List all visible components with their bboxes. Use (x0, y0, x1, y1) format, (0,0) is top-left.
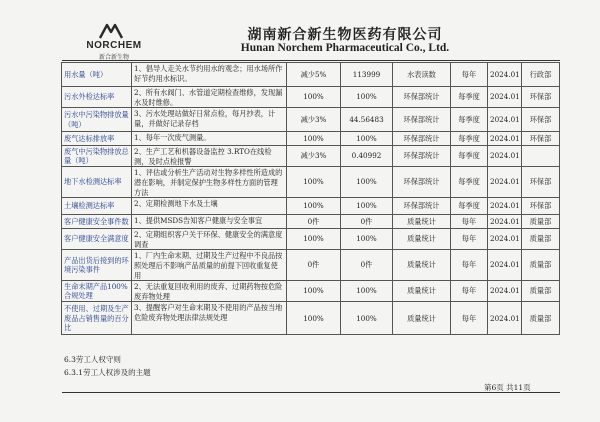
row-method: 环保部统计 (393, 87, 451, 108)
logo-text: NORCHEM (86, 40, 142, 51)
row-measure: 2、定期组织客户关于环保、健康安全的满意度调查 (132, 229, 287, 250)
row-target: 0件 (287, 250, 341, 281)
row-date: 2024.01 (488, 229, 522, 250)
row-method: 质量统计 (393, 215, 451, 229)
row-department: 质量部 (522, 281, 560, 302)
row-department: 环保部 (522, 167, 560, 198)
row-frequency: 每季度 (451, 167, 488, 198)
row-target: 100% (287, 132, 341, 146)
row-measure: 1、评估或分析生产活动对生物多样性所造成的潜在影响，并制定保护生物多样性方面的管理方法 (132, 167, 287, 198)
company-logo (64, 22, 160, 62)
row-method: 环保部统计 (393, 167, 451, 198)
row-frequency: 每年 (451, 281, 488, 302)
row-method: 质量统计 (393, 302, 451, 335)
row-measure: 2、定期检测地下水及土壤 (132, 198, 287, 215)
row-target: 100% (287, 281, 341, 302)
row-date: 2024.01 (488, 215, 522, 229)
row-indicator: 土壤检测达标率 (62, 198, 132, 215)
row-indicator: 客户健康安全满意度 (62, 229, 132, 250)
row-date: 2024.01 (488, 63, 522, 87)
row-indicator: 污水外检达标率 (62, 87, 132, 108)
row-actual: 0.40992 (341, 146, 393, 167)
row-date: 2024.01 (488, 108, 522, 132)
row-measure: 1、每年一次废气测量。 (132, 132, 287, 146)
row-measure: 3、提醒客户对生命末期及不使用的产品按当地危险废弃物处理法律法规处理 (132, 302, 287, 335)
row-actual: 100% (341, 132, 393, 146)
row-target: 100% (287, 87, 341, 108)
row-measure: 1、倡导人走关水节约用水的观念；用水场所作好节约用水标识。 (132, 63, 287, 87)
table-row (62, 302, 560, 335)
row-target: 减少3% (287, 108, 341, 132)
row-indicator: 地下水检测达标率 (62, 167, 132, 198)
row-method: 环保部统计 (393, 198, 451, 215)
row-target: 减少5% (287, 63, 341, 87)
row-target: 减少3% (287, 146, 341, 167)
row-actual: 100% (341, 302, 393, 335)
row-date: 2024.01 (488, 167, 522, 198)
row-target: 0件 (287, 215, 341, 229)
row-actual: 44.56483 (341, 108, 393, 132)
row-indicator: 废气达标排放率 (62, 132, 132, 146)
row-frequency: 每年 (451, 302, 488, 335)
environment-indicator-table (61, 62, 560, 335)
header-divider (62, 60, 560, 61)
logo-subtext: 新合新生物 (98, 54, 129, 61)
row-date: 2024.01 (488, 281, 522, 302)
table-row (62, 108, 560, 132)
row-department: 质量部 (522, 302, 560, 335)
table-row (62, 198, 560, 215)
row-indicator: 产品出货后接到的环境污染事件 (62, 250, 132, 281)
section-heading-6-3-1: 6.3.1劳工人权涉及的主题 (64, 368, 151, 377)
row-target: 100% (287, 167, 341, 198)
table-row (62, 87, 560, 108)
row-measure: 1、提供MSDS告知客户健康与安全事宜 (132, 215, 287, 229)
row-method: 质量统计 (393, 281, 451, 302)
row-actual: 100% (341, 167, 393, 198)
row-method: 环保部统计 (393, 146, 451, 167)
table-row (62, 250, 560, 281)
row-indicator: 废气中污染物排放总量（吨） (62, 146, 132, 167)
company-name-cn: 湖南新合新生物医药有限公司 (247, 27, 443, 43)
row-date: 2024.01 (488, 146, 522, 167)
row-method: 质量统计 (393, 250, 451, 281)
row-department: 质量部 (522, 215, 560, 229)
row-date: 2024.01 (488, 250, 522, 281)
row-actual: 0件 (341, 215, 393, 229)
row-department (522, 146, 560, 167)
row-frequency: 每季度 (451, 132, 488, 146)
row-target: 100% (287, 198, 341, 215)
row-department: 环保部 (522, 108, 560, 132)
row-frequency: 每年 (451, 250, 488, 281)
section-heading-6-3: 6.3劳工人权守则 (64, 355, 121, 364)
row-measure: 2、生产工艺和机器设备监控 3.RTO在线检测，及时点检报警 (132, 146, 287, 167)
table-row (62, 132, 560, 146)
row-indicator: 用水量（吨） (62, 63, 132, 87)
row-method: 环保部统计 (393, 132, 451, 146)
table-row (62, 146, 560, 167)
row-indicator: 客户健康安全事件数 (62, 215, 132, 229)
table-row (62, 215, 560, 229)
table-row (62, 281, 560, 302)
row-frequency: 每年 (451, 215, 488, 229)
row-frequency: 每季度 (451, 87, 488, 108)
row-department: 行政部 (522, 63, 560, 87)
row-indicator: 生命末期产品100%合规处理 (62, 281, 132, 302)
row-target: 100% (287, 302, 341, 335)
row-measure: 3、污水处理站做好日常点检，每月抄表，计量，并做好记录存档 (132, 108, 287, 132)
row-date: 2024.01 (488, 87, 522, 108)
footer-divider (62, 392, 560, 393)
row-frequency: 每年 (451, 229, 488, 250)
row-actual: 0件 (341, 250, 393, 281)
row-department: 环保部 (522, 198, 560, 215)
row-frequency: 每年 (451, 63, 488, 87)
row-actual: 113999 (341, 63, 393, 87)
row-frequency: 每季度 (451, 198, 488, 215)
row-department: 环保部 (522, 87, 560, 108)
row-indicator: 不使用、过期及生产废品占销售量的百分比 (62, 302, 132, 335)
row-date: 2024.01 (488, 302, 522, 335)
row-frequency: 每季度 (451, 146, 488, 167)
company-name-en: Hunan Norchem Pharmaceutical Co., Ltd. (240, 42, 450, 54)
row-frequency: 每季度 (451, 108, 488, 132)
row-measure: 1、厂内生命末期、过期及生产过程中不良品按照处理后不影响产品质量的前提下回收重复使用 (132, 250, 287, 281)
row-target: 100% (287, 229, 341, 250)
row-actual: 100% (341, 281, 393, 302)
row-measure: 2、无法重复回收利用的废弃、过期药物按危险废弃物处理 (132, 281, 287, 302)
row-indicator: 污水中污染物排放量（吨） (62, 108, 132, 132)
norchem-logo-icon (98, 22, 124, 40)
row-method: 水表读数 (393, 63, 451, 87)
row-actual: 100% (341, 87, 393, 108)
row-date: 2024.01 (488, 198, 522, 215)
row-department: 质量部 (522, 250, 560, 281)
row-actual: 100% (341, 229, 393, 250)
row-measure: 2、所有水阀门、水管道定期检查维修，发现漏水及时维修。 (132, 87, 287, 108)
row-department: 环保部 (522, 132, 560, 146)
table-row (62, 167, 560, 198)
row-method: 环保部统计 (393, 108, 451, 132)
row-department: 质量部 (522, 229, 560, 250)
table-row (62, 229, 560, 250)
table-row (62, 63, 560, 87)
page-number: 第6页 共11页 (484, 383, 531, 392)
row-actual: 100% (341, 198, 393, 215)
row-method: 质量统计 (393, 229, 451, 250)
row-date: 2024.01 (488, 132, 522, 146)
